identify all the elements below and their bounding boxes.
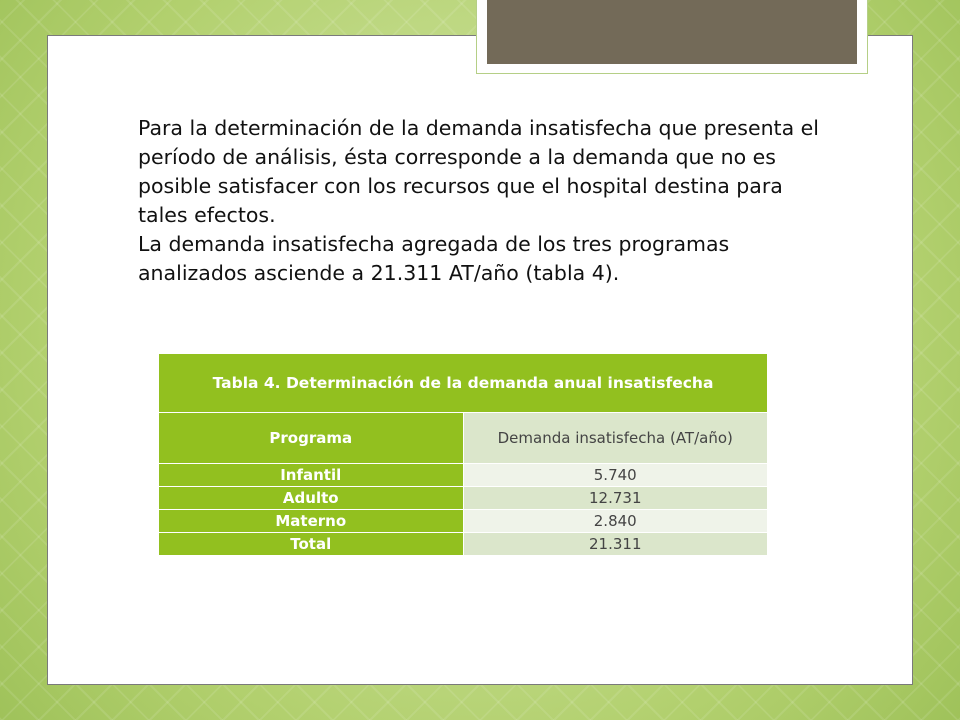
header-programa: Programa (159, 413, 464, 464)
row-value-total: 21.311 (463, 533, 768, 556)
decorative-tab-fill (487, 0, 857, 64)
row-value-adulto: 12.731 (463, 487, 768, 510)
row-value-infantil: 5.740 (463, 464, 768, 487)
body-text (138, 114, 838, 288)
table-row (159, 533, 768, 556)
table-row (159, 510, 768, 533)
row-label-adulto: Adulto (159, 487, 464, 510)
paragraph-2: La demanda insatisfecha agregada de los tres programas analizados asciende a 21.311 AT/año (tabla 4). (138, 232, 730, 285)
row-label-infantil: Infantil (159, 464, 464, 487)
demand-table (158, 353, 768, 556)
table-title: Tabla 4. Determinación de la demanda anual insatisfecha (159, 354, 768, 413)
row-label-materno: Materno (159, 510, 464, 533)
table-row (159, 487, 768, 510)
header-demanda: Demanda insatisfecha (AT/año) (463, 413, 768, 464)
row-label-total: Total (159, 533, 464, 556)
row-value-materno: 2.840 (463, 510, 768, 533)
paragraph-1: Para la determinación de la demanda insatisfecha que presenta el período de análisis, ésta corresponde a la demanda que no es posible satisfacer con los recursos que el hospital destina para tales efectos. (138, 116, 819, 227)
table-header-row (159, 413, 768, 464)
table-row (159, 464, 768, 487)
